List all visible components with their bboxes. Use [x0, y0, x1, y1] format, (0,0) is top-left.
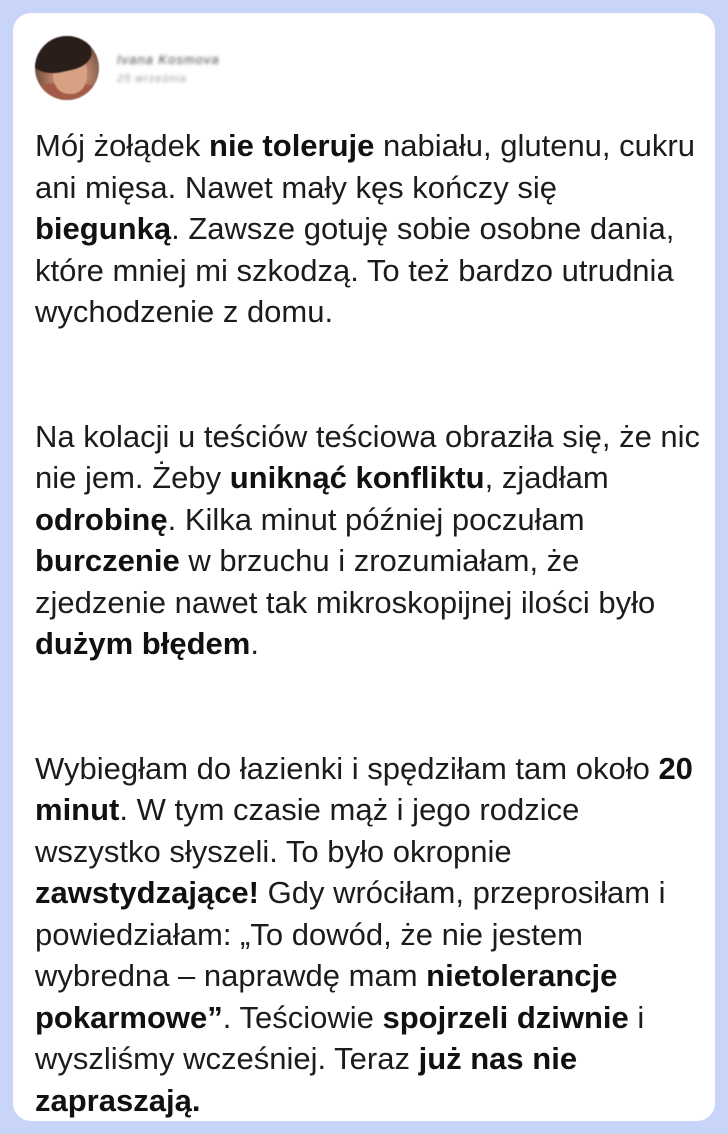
paragraph-text: Gdy wróciłam, przeprosiłam i powiedziałam: „To dowód, że nie jestem wybredna – naprawdę mam — [35, 875, 666, 993]
emphasized-text: 20 minut — [35, 750, 693, 827]
avatar[interactable] — [35, 36, 99, 100]
post-paragraph-3 — [35, 748, 705, 1122]
paragraph-text: . Zawsze gotuję sobie osobne dania, które mniej mi szkodzą. To też bardzo utrudnia wychodzenie z domu. — [35, 211, 675, 329]
emphasized-text: odrobinę — [35, 501, 168, 537]
emphasized-text: nietolerancje pokarmowe” — [35, 958, 618, 1035]
post-paragraph-2 — [35, 416, 705, 665]
author-name[interactable]: Ivana Kosmova — [117, 51, 220, 67]
emphasized-text: spojrzeli dziwnie — [382, 999, 629, 1035]
post-paragraph-1 — [35, 125, 705, 333]
author-meta — [117, 52, 220, 85]
emphasized-text: nie toleruje — [209, 128, 375, 163]
post-date: 25 września — [117, 72, 187, 85]
post-card — [13, 13, 715, 1121]
paragraph-text: . Teściowie — [222, 999, 383, 1035]
paragraph-text: nabiału, glutenu, cukru ani mięsa. Nawet mały kęs kończy się — [35, 128, 695, 205]
paragraph-text: , zjadłam — [484, 460, 609, 495]
paragraph-text: i wyszliśmy wcześniej. Teraz — [35, 999, 645, 1076]
emphasized-text: burczenie — [35, 543, 180, 578]
post-body — [35, 125, 705, 1121]
paragraph-text: Wybiegłam do łazienki i spędziłam tam około — [35, 750, 659, 786]
emphasized-text: dużym błędem — [35, 626, 251, 661]
paragraph-text: Na kolacji u teściów teściowa obraziła się, że nic nie jem. Żeby — [35, 418, 701, 495]
emphasized-text: uniknąć konfliktu — [229, 460, 485, 495]
emphasized-text: zawstydzające! — [35, 875, 259, 910]
emphasized-text: już nas nie zapraszają. — [35, 1041, 578, 1118]
paragraph-text: w brzuchu i zrozumiałam, że zjedzenie nawet tak mikroskopijnej ilości było — [35, 543, 656, 620]
post-header — [35, 35, 220, 101]
paragraph-text: . W tym czasie mąż i jego rodzice wszystko słyszeli. To było okropnie — [35, 792, 580, 869]
paragraph-text: . Kilka minut później poczułam — [167, 501, 585, 537]
paragraph-text: . — [250, 626, 259, 661]
paragraph-text: Mój żołądek — [35, 128, 210, 163]
emphasized-text: biegunką — [35, 211, 172, 246]
